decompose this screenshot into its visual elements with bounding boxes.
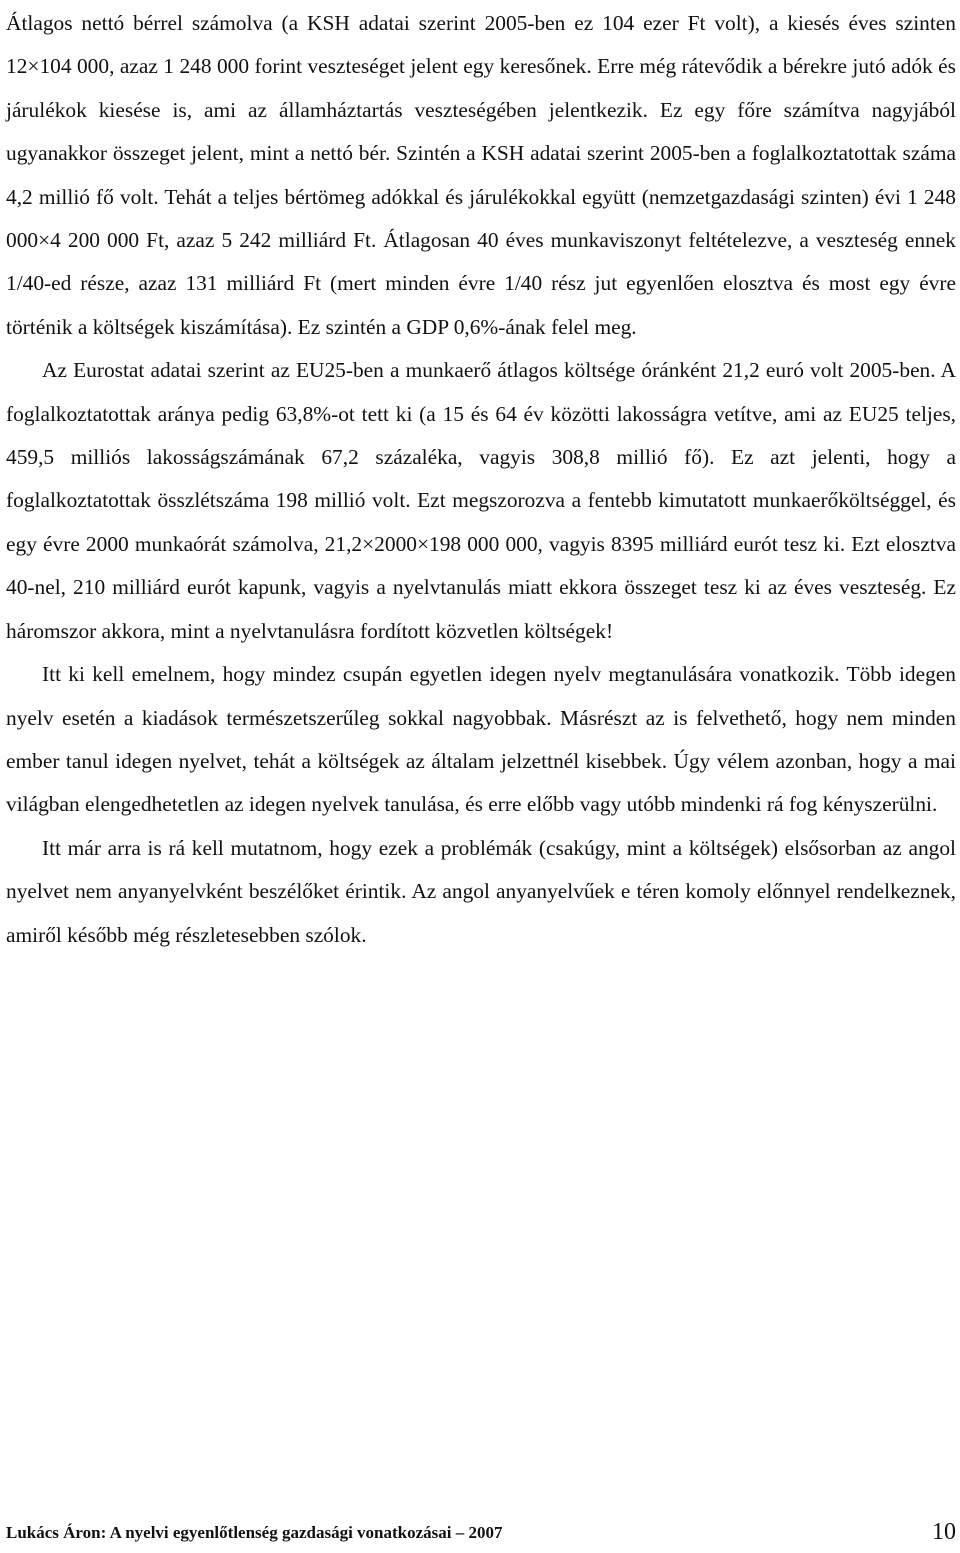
paragraph-4: Itt már arra is rá kell mutatnom, hogy ezek a problémák (csakúgy, mint a költségek) elsősorban az angol nyelvet nem anyanyelvként beszélőket érintik. Az angol anyanyelvűek e téren komoly előnnyel rendelkeznek, amiről később még részletesebben szólok. [6, 835, 956, 947]
paragraph-1: Átlagos nettó bérrel számolva (a KSH adatai szerint 2005-ben ez 104 ezer Ft volt), a kiesés éves szinten 12×104 000, azaz 1 248 000 forint veszteséget jelent egy keresőnek. Erre még rátevődik a bérekre jutó adók és járulékok kiesése is, ami az államháztartás veszteségében jelentkezik. Ez egy főre számítva nagyjából ugyanakkor összeget jelent, mint a nettó bér. Szintén a KSH adatai szerint 2005-ben a foglalkoztatottak száma 4,2 millió fő volt. Tehát a teljes bértömeg adókkal és járulékokkal együtt (nemzetgazdasági szinten) évi 1 248 000×4 200 000 Ft, azaz 5 242 milliárd Ft. Átlagosan 40 éves munkaviszonyt feltételezve, a veszteség ennek 1/40-ed része, azaz 131 milliárd Ft (mert minden évre 1/40 rész jut egyenlően elosztva és most egy évre történik a költségek kiszámítása). Ez szintén a GDP 0,6%-ának felel meg. [6, 11, 956, 339]
page-number: 10 [932, 1519, 956, 1545]
footer-title: Lukács Áron: A nyelvi egyenlőtlenség gazdasági vonatkozásai – 2007 [6, 1523, 503, 1542]
paragraph-2: Az Eurostat adatai szerint az EU25-ben a munkaerő átlagos költsége óránként 21,2 euró volt 2005-ben. A foglalkoztatottak aránya pedig 63,8%-ot tett ki (a 15 és 64 év közötti lakosságra vetítve, ami az EU25 teljes, 459,5 milliós lakosságszámának 67,2 százaléka, vagyis 308,8 millió fő). Ez azt jelenti, hogy a foglalkoztatottak összlétszáma 198 millió volt. Ezt megszorozva a fentebb kimutatott munkaerőköltséggel, és egy évre 2000 munkaórát számolva, 21,2×2000×198 000 000, vagyis 8395 milliárd eurót tesz ki. Ezt elosztva 40-nel, 210 milliárd eurót kapunk, vagyis a nyelvtanulás miatt ekkora összeget tesz ki az éves veszteség. Ez háromszor akkora, mint a nyelvtanulásra fordított közvetlen költségek! [6, 358, 956, 643]
page-footer [6, 1515, 956, 1551]
body-text [6, 2, 956, 957]
document-page [6, 0, 956, 1553]
paragraph-3: Itt ki kell emelnem, hogy mindez csupán egyetlen idegen nyelv megtanulására vonatkozik. Több idegen nyelv esetén a kiadások természetszerűleg sokkal nagyobbak. Másrészt az is felvethető, hogy nem minden ember tanul idegen nyelvet, tehát a költségek az általam jelzettnél kisebbek. Úgy vélem azonban, hogy a mai világban elengedhetetlen az idegen nyelvek tanulása, és erre előbb vagy utóbb mindenki rá fog kényszerülni. [6, 662, 956, 817]
